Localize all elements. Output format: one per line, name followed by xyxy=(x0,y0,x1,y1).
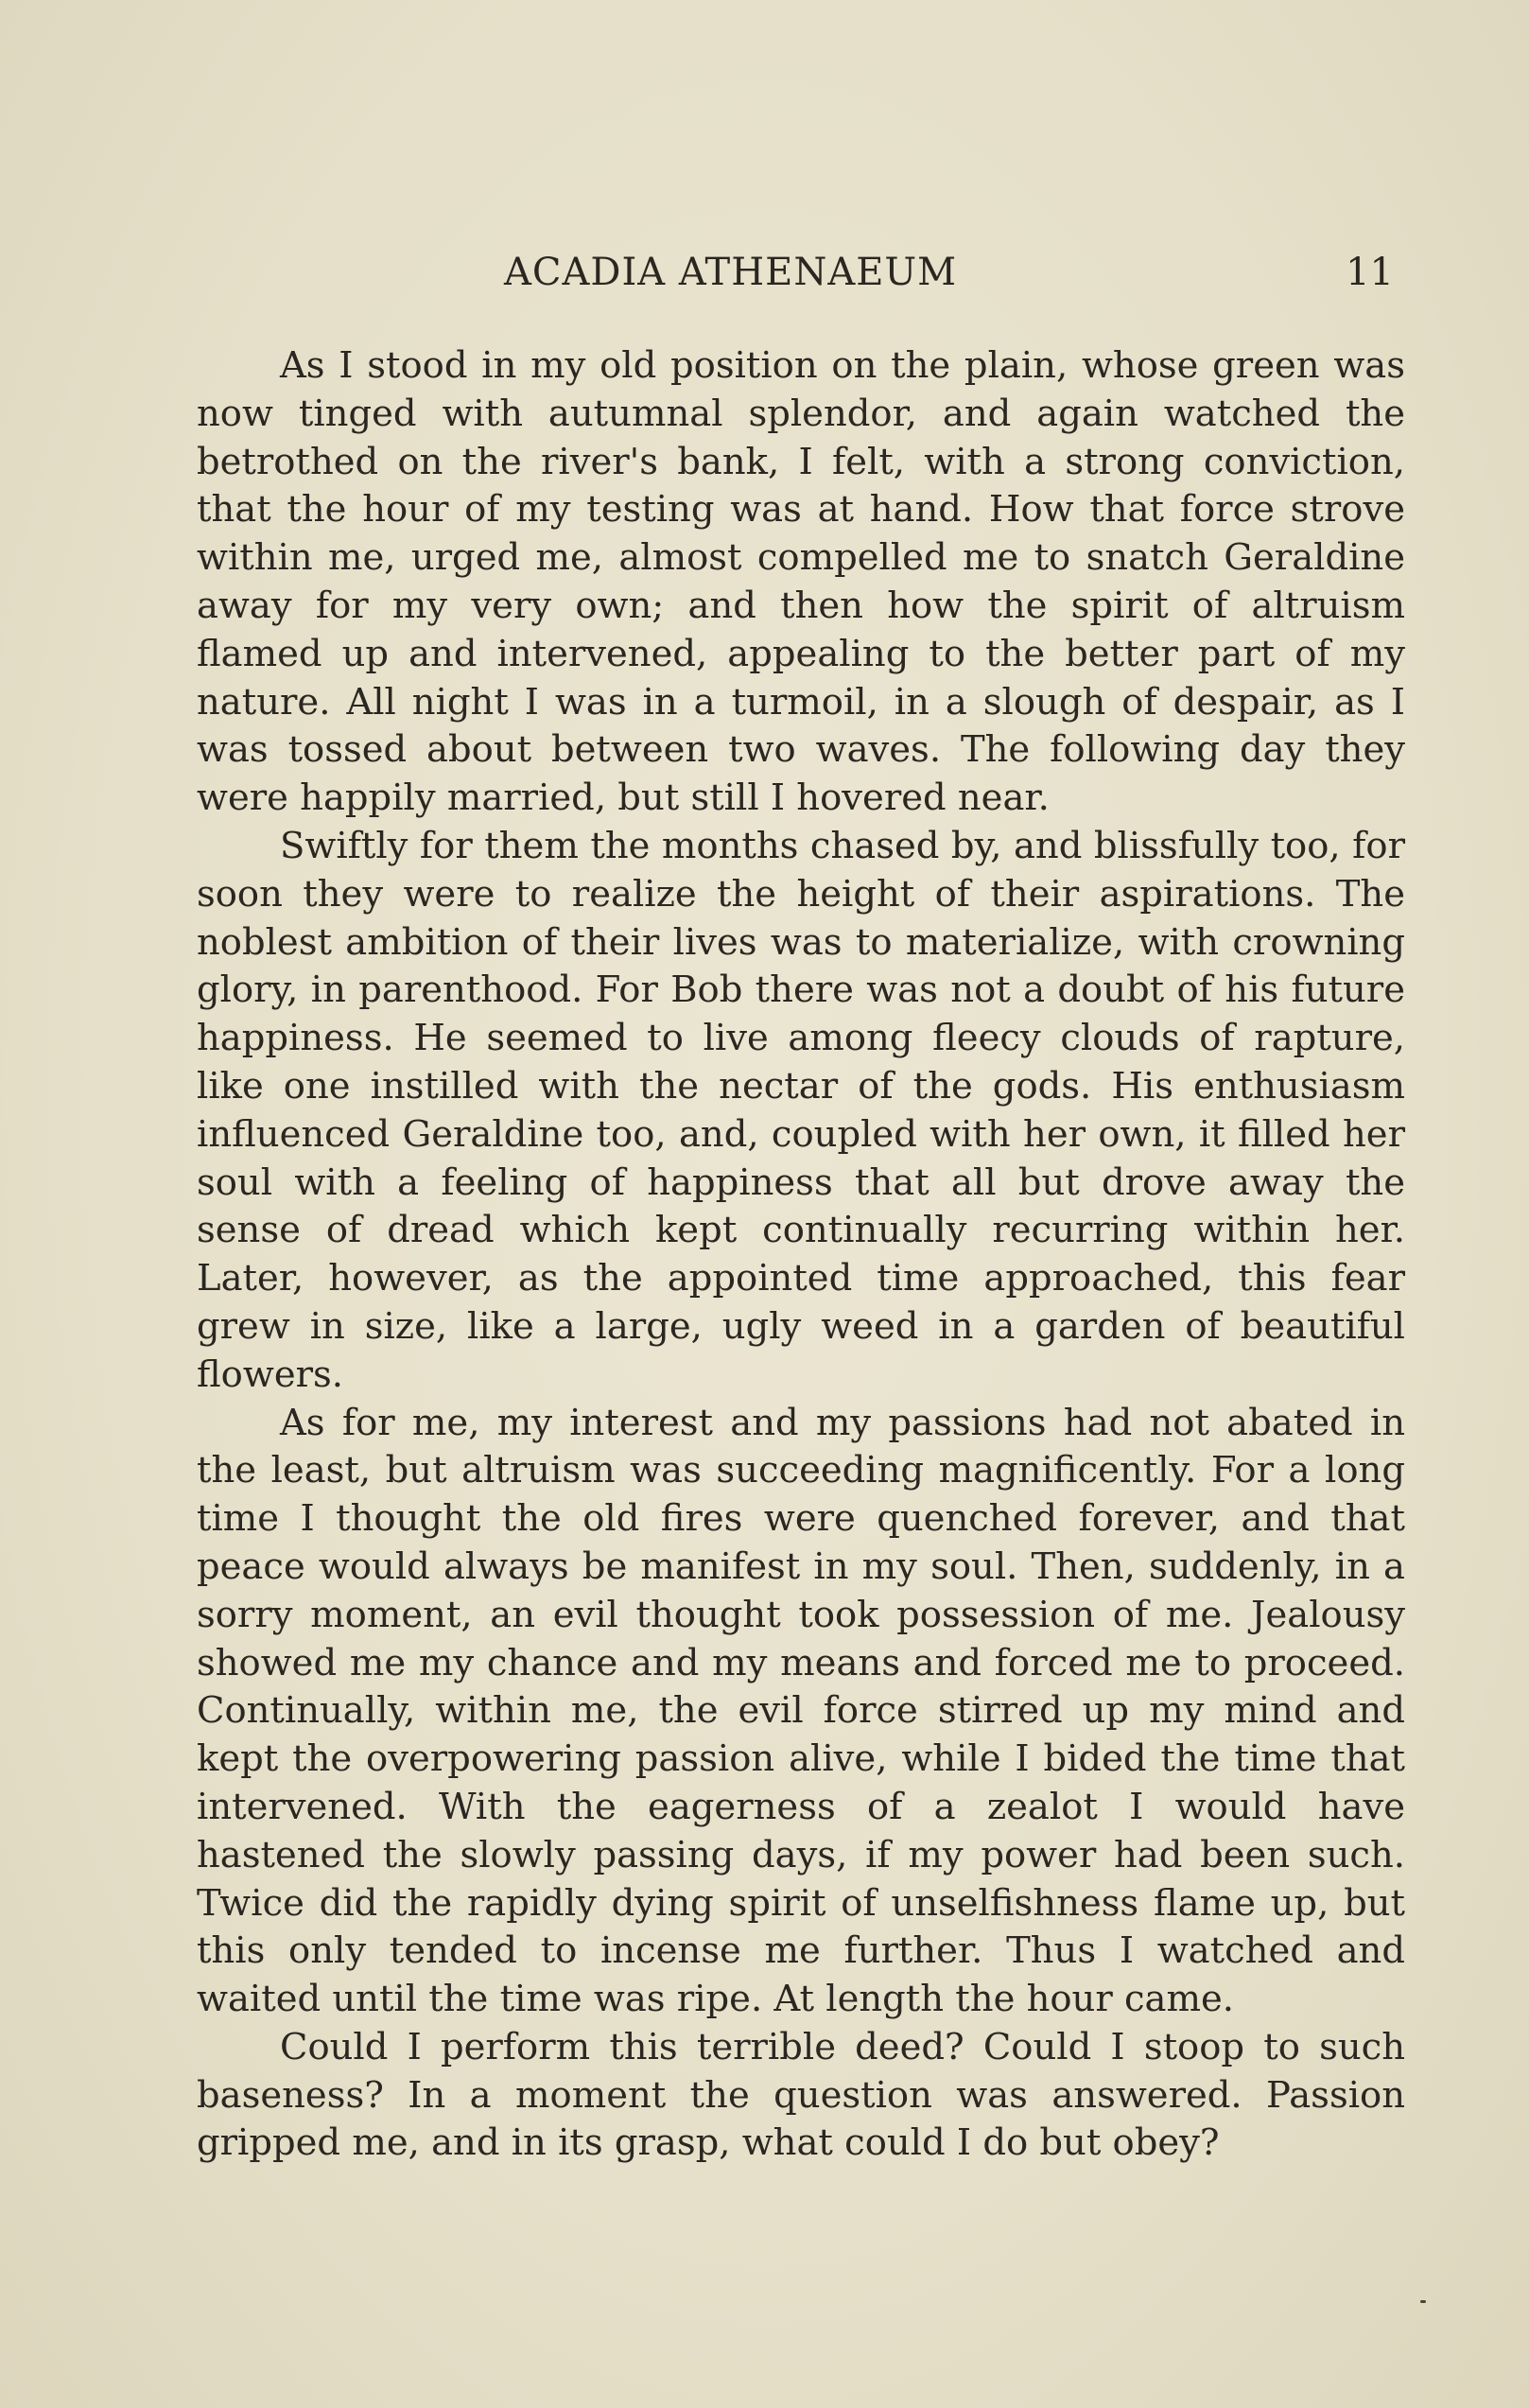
body-text xyxy=(197,342,1405,2168)
paragraph-3: As for me, my interest and my passions had not abated in the least, but altruism was succeeding magnificently. For a long time I thought the old fires were quenched forever, and that peace would always be manifest in my soul. Then, suddenly, in a sorry moment, an evil thought took possession of me. Jealousy showed me my chance and my means and forced me to proceed. Continually, within me, the evil force stirred up my mind and kept the overpowering passion alive, while I bided the time that intervened. With the eagerness of a zealot I would have hastened the slowly passing days, if my power had been such. Twice did the rapidly dying spirit of unselfishness flame up, but this only tended to incense me further. Thus I watched and waited until the time was ripe. At length the hour came. xyxy=(197,1401,1405,2021)
paragraph-1: As I stood in my old position on the plain, whose green was now tinged with autumnal splendor, and again watched the betrothed on the river's bank, I felt, with a strong conviction, that the hour of my testing was at hand. How that force strove within me, urged me, almost compelled me to snatch Geraldine away for my very own; and then how the spirit of altruism flamed up and intervened, appealing to the better part of my nature. All night I was in a turmoil, in a slough of despair, as I was tossed about between two waves. The following day they were happily married, but still I hovered near. xyxy=(197,344,1405,820)
paragraph-4: Could I perform this terrible deed? Could I stoop to such baseness? In a moment the question was answered. Passion gripped me, and in its grasp, what could I do but obey? xyxy=(197,2025,1405,2165)
paper-speck xyxy=(1420,2300,1426,2303)
paragraph-2: Swiftly for them the months chased by, and blissfully too, for soon they were to realize the height of their aspirations. The noblest ambition of their lives was to materialize, with crowning glory, in parenthood. For Bob there was not a doubt of his future happiness. He seemed to live among fleecy clouds of rapture, like one instilled with the nectar of the gods. His enthusiasm influenced Geraldine too, and, coupled with her own, it filled her soul with a feeling of happiness that all but drove away the sense of dread which kept continually recurring within her. Later, however, as the appointed time approached, this fear grew in size, like a large, ugly weed in a garden of beautiful flowers. xyxy=(197,824,1405,1396)
page-number: 11 xyxy=(1346,251,1394,294)
running-title: ACADIA ATHENAEUM xyxy=(504,251,958,294)
running-header xyxy=(197,244,1394,301)
